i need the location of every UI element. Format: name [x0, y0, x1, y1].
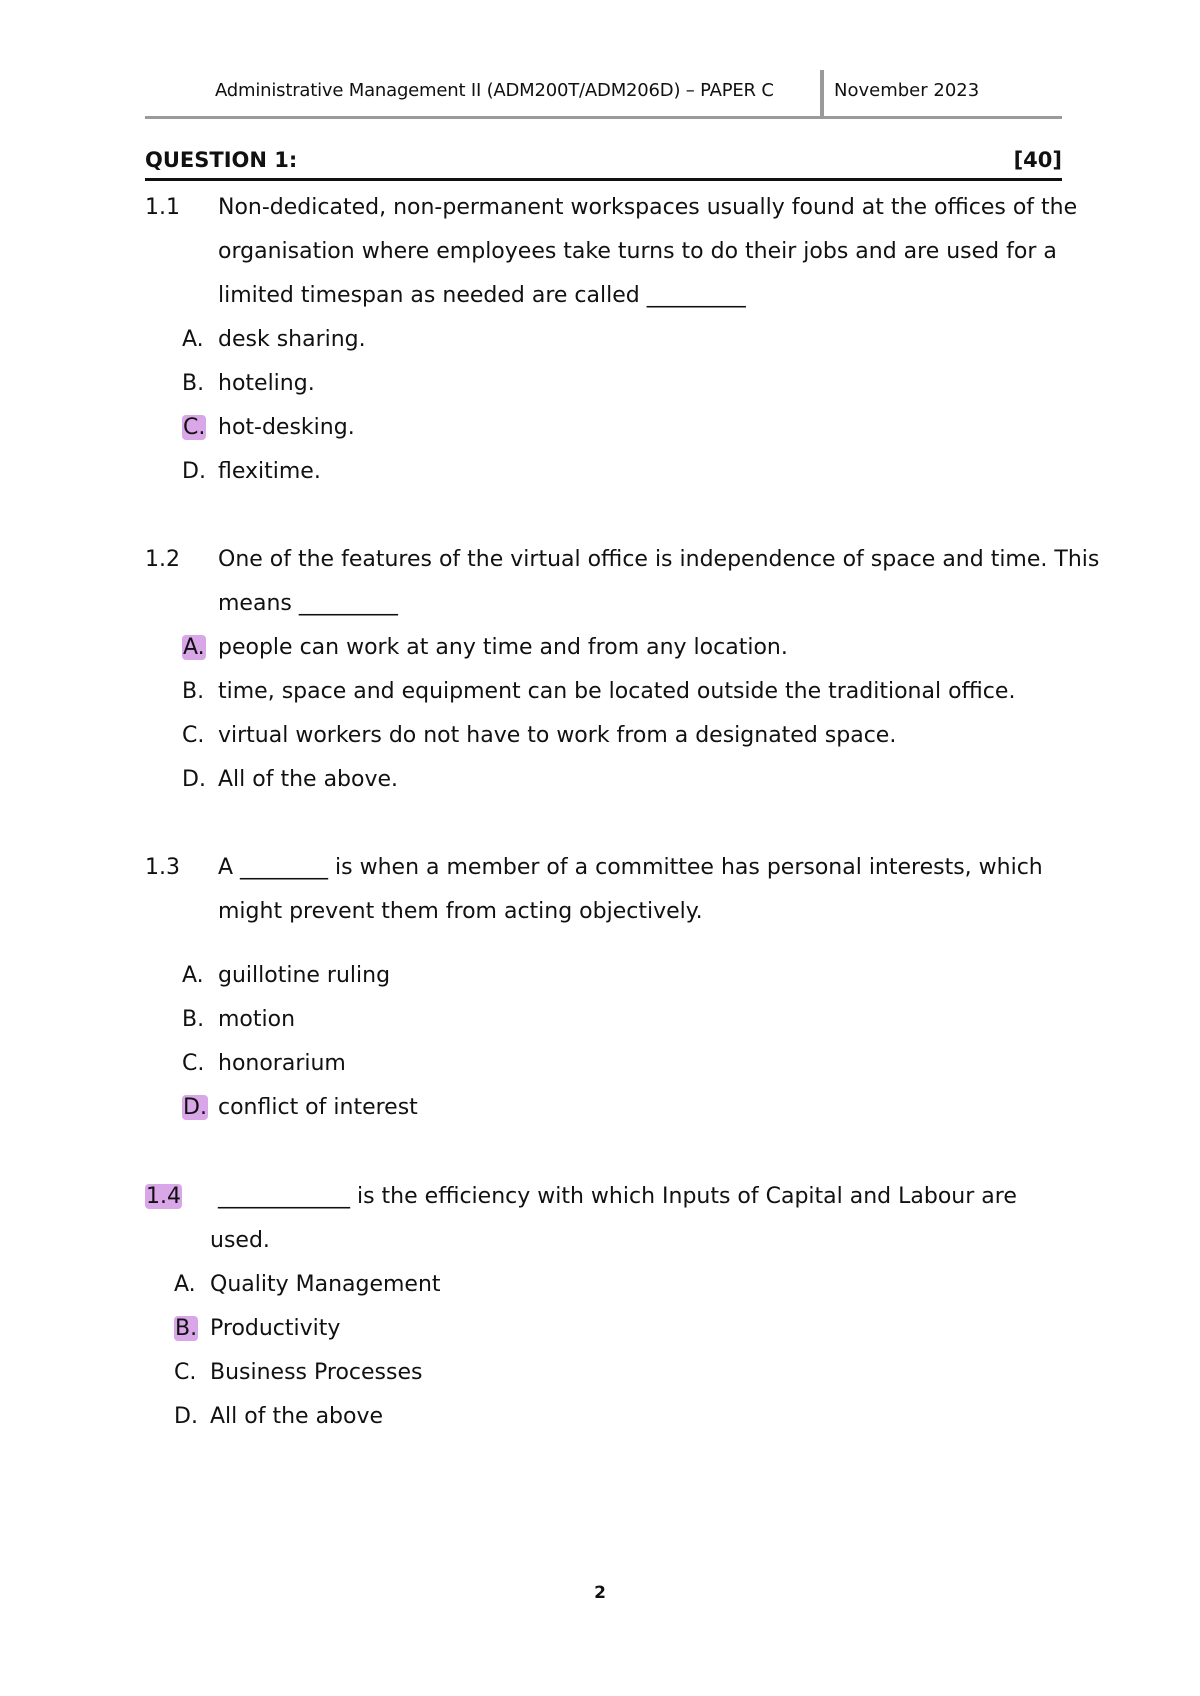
option-text: All of the above. — [218, 767, 399, 792]
answer-highlight: D. — [183, 1095, 207, 1120]
option-text: desk sharing. — [218, 327, 366, 352]
question-number: 1.3 — [145, 855, 180, 880]
option-letter-highlighted — [182, 413, 206, 443]
option-letter: B. — [182, 679, 205, 704]
option-letter-highlighted — [182, 633, 206, 663]
question-text-line: One of the features of the virtual office is independence of space and time. This — [218, 547, 1100, 572]
option-text: hoteling. — [218, 371, 315, 396]
question-number-highlight: 1.4 — [146, 1184, 181, 1209]
option-letter-highlighted — [174, 1314, 198, 1344]
question-text-line: Non-dedicated, non-permanent workspaces usually found at the offices of the — [218, 195, 1078, 220]
header-date: November 2023 — [834, 80, 980, 101]
option-letter: B. — [182, 371, 205, 396]
option-text: honorarium — [218, 1051, 346, 1076]
option-text: time, space and equipment can be located outside the traditional office. — [218, 679, 1016, 704]
question-text-line: organisation where employees take turns to do their jobs and are used for a — [218, 239, 1057, 264]
option-letter: C. — [174, 1360, 197, 1385]
header-course-title: Administrative Management II (ADM200T/ADM206D) – PAPER C — [215, 80, 774, 101]
option-letter: A. — [182, 327, 204, 352]
question-heading — [145, 148, 1062, 181]
question-text-line: limited timespan as needed are called _________ — [218, 283, 746, 308]
option-letter: C. — [182, 723, 205, 748]
option-text: motion — [218, 1007, 296, 1032]
question-number-highlighted — [145, 1182, 182, 1212]
option-text: flexitime. — [218, 459, 321, 484]
answer-highlight: A. — [183, 635, 205, 660]
option-letter: D. — [182, 459, 206, 484]
option-text: hot-desking. — [218, 415, 355, 440]
question-text-line: might prevent them from acting objectively. — [218, 899, 703, 924]
question-text-line: A ________ is when a member of a committee has personal interests, which — [218, 855, 1043, 880]
question-marks: [40] — [1013, 148, 1062, 172]
option-text: people can work at any time and from any location. — [218, 635, 788, 660]
answer-highlight: C. — [183, 415, 206, 440]
option-letter: D. — [182, 767, 206, 792]
option-letter: A. — [174, 1272, 196, 1297]
header-divider — [820, 70, 824, 116]
option-text: All of the above — [210, 1404, 384, 1429]
answer-highlight: B. — [175, 1316, 198, 1341]
option-letter-highlighted — [182, 1093, 208, 1123]
option-text: guillotine ruling — [218, 963, 391, 988]
option-letter: B. — [182, 1007, 205, 1032]
question-number: 1.1 — [145, 195, 180, 220]
option-text: conflict of interest — [218, 1095, 418, 1120]
page-header — [145, 70, 1062, 119]
option-text: Productivity — [210, 1316, 341, 1341]
question-text-line: used. — [210, 1228, 270, 1253]
option-text: Quality Management — [210, 1272, 441, 1297]
option-letter: A. — [182, 963, 204, 988]
option-letter: C. — [182, 1051, 205, 1076]
question-number: 1.2 — [145, 547, 180, 572]
question-text-line: means _________ — [218, 591, 398, 616]
question-text-line: ____________ is the efficiency with which Inputs of Capital and Labour are — [218, 1184, 1017, 1209]
option-text: Business Processes — [210, 1360, 423, 1385]
page-number: 2 — [594, 1583, 606, 1603]
question-title: QUESTION 1: — [145, 148, 298, 172]
option-letter: D. — [174, 1404, 198, 1429]
option-text: virtual workers do not have to work from a designated space. — [218, 723, 897, 748]
